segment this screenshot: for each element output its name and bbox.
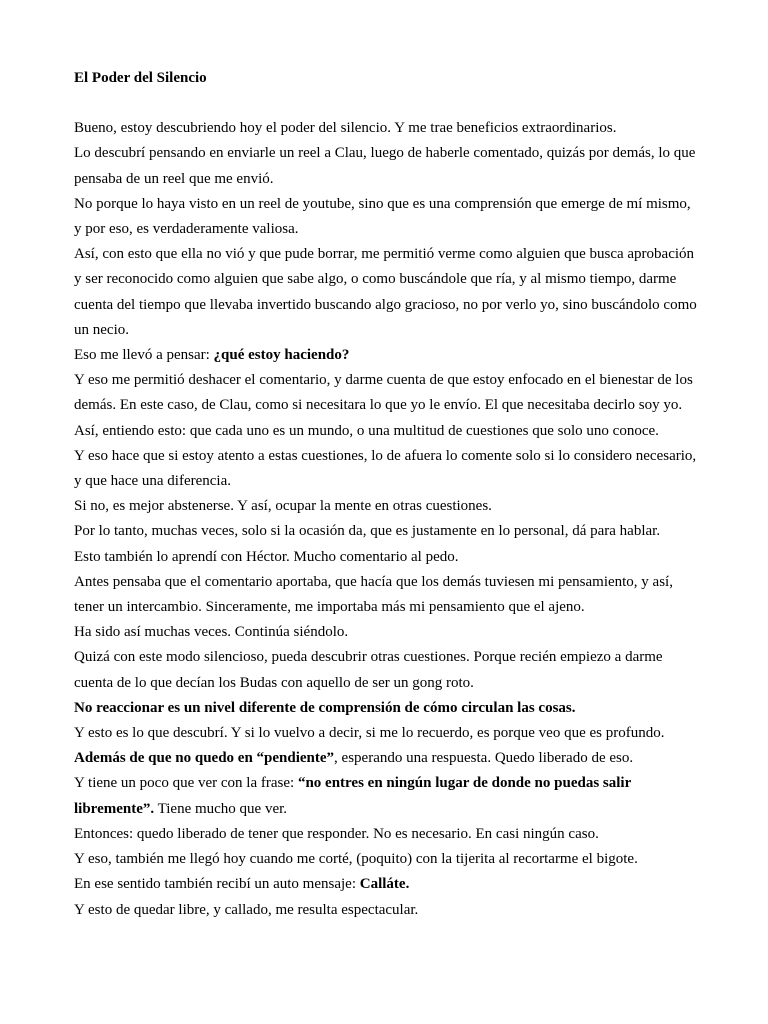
paragraph — [74, 242, 698, 343]
paragraph — [74, 545, 698, 570]
text-segment: Y eso hace que si estoy atento a estas cuestiones, lo de afuera lo comente solo si lo considero necesario, y que hace una diferencia. — [74, 447, 697, 490]
paragraph — [74, 116, 698, 141]
bold-text-segment: Calláte. — [359, 876, 410, 893]
text-segment: Lo descubrí pensando en enviarle un reel a Clau, luego de haberle comentado, quizás por demás, lo que pensaba de un reel que me envió. — [74, 145, 696, 187]
paragraph-list — [74, 116, 698, 923]
text-segment: En ese sentido también recibí un auto mensaje: — [74, 876, 360, 893]
text-segment: Antes pensaba que el comentario aportaba, que hacía que los demás tuviesen mi pensamiento, y así, tener un intercambio. Sinceramente, me importaba más mi pensamiento que el ajeno. — [74, 573, 673, 616]
text-segment: Y eso, también me llegó hoy cuando me corté, (poquito) con la tijerita al recortarme el bigote. — [74, 851, 638, 868]
text-segment: Esto también lo aprendí con Héctor. Mucho comentario al pedo. — [74, 548, 459, 565]
text-segment: No porque lo haya visto en un reel de youtube, sino que es una comprensión que emerge de mí mismo, y por eso, es verdaderamente valiosa. — [74, 195, 691, 238]
paragraph — [74, 620, 698, 645]
text-segment: Ha sido así muchas veces. Continúa siéndolo. — [74, 624, 349, 641]
bold-text-segment: Además de que no quedo en “pendiente” — [74, 750, 335, 767]
paragraph — [74, 444, 698, 494]
paragraph — [74, 696, 698, 721]
document-title: El Poder del Silencio — [74, 70, 207, 86]
paragraph — [74, 771, 698, 821]
paragraph — [74, 721, 698, 746]
bold-text-segment: No reaccionar es un nivel diferente de comprensión de cómo circulan las cosas. — [74, 699, 576, 716]
text-segment: Y tiene un poco que ver con la frase: — [74, 775, 298, 792]
paragraph — [74, 419, 698, 444]
paragraph — [74, 368, 698, 418]
paragraph — [74, 192, 698, 242]
text-segment: Así, con esto que ella no vió y que pude borrar, me permitió verme como alguien que busca aprobación y ser reconocido como alguien que sabe algo, o como buscándole que ría, y al mismo tiempo, darme cuenta del tiempo que llevaba invertido buscando algo gracioso, no por verlo yo, sino buscándolo como un necio. — [74, 246, 697, 338]
bold-text-segment: ¿qué estoy haciendo? — [213, 347, 350, 364]
document-body — [74, 66, 698, 923]
bold-text-segment: “no entres en ningún lugar de donde no puedas salir libremente”. — [74, 775, 631, 817]
paragraph — [74, 822, 698, 847]
text-segment: Por lo tanto, muchas veces, solo si la ocasión da, que es justamente en lo personal, dá para hablar. — [74, 523, 661, 540]
text-segment: Tiene mucho que ver. — [154, 800, 288, 817]
text-segment: Y eso me permitió deshacer el comentario, y darme cuenta de que estoy enfocado en el bienestar de los demás. En este caso, de Clau, como si necesitara lo que yo le envío. El que necesitaba decirlo soy yo. — [74, 372, 693, 414]
paragraph — [74, 746, 698, 771]
text-segment: , esperando una respuesta. Quedo liberado de eso. — [334, 750, 634, 767]
text-segment: Bueno, estoy descubriendo hoy el poder del silencio. Y me trae beneficios extraordinarios. — [74, 120, 617, 137]
paragraph — [74, 141, 698, 191]
text-segment: Quizá con este modo silencioso, pueda descubrir otras cuestiones. Porque recién empiezo a darme cuenta de lo que decían los Budas con aquello de ser un gong roto. — [74, 649, 663, 691]
text-segment: Eso me llevó a pensar: — [74, 347, 214, 364]
text-segment: Entonces: quedo liberado de tener que responder. No es necesario. En casi ningún caso. — [74, 825, 599, 842]
text-segment: Y esto de quedar libre, y callado, me resulta espectacular. — [74, 901, 419, 918]
paragraph — [74, 645, 698, 695]
paragraph — [74, 494, 698, 519]
paragraph — [74, 872, 698, 897]
paragraph — [74, 847, 698, 872]
paragraph — [74, 343, 698, 368]
text-segment: Así, entiendo esto: que cada uno es un mundo, o una multitud de cuestiones que solo uno conoce. — [74, 422, 659, 439]
paragraph — [74, 519, 698, 544]
text-segment: Si no, es mejor abstenerse. Y así, ocupar la mente en otras cuestiones. — [74, 498, 492, 515]
paragraph — [74, 898, 698, 923]
text-segment: Y esto es lo que descubrí. Y si lo vuelvo a decir, si me lo recuerdo, es porque veo que es profundo. — [74, 725, 665, 742]
paragraph — [74, 570, 698, 620]
